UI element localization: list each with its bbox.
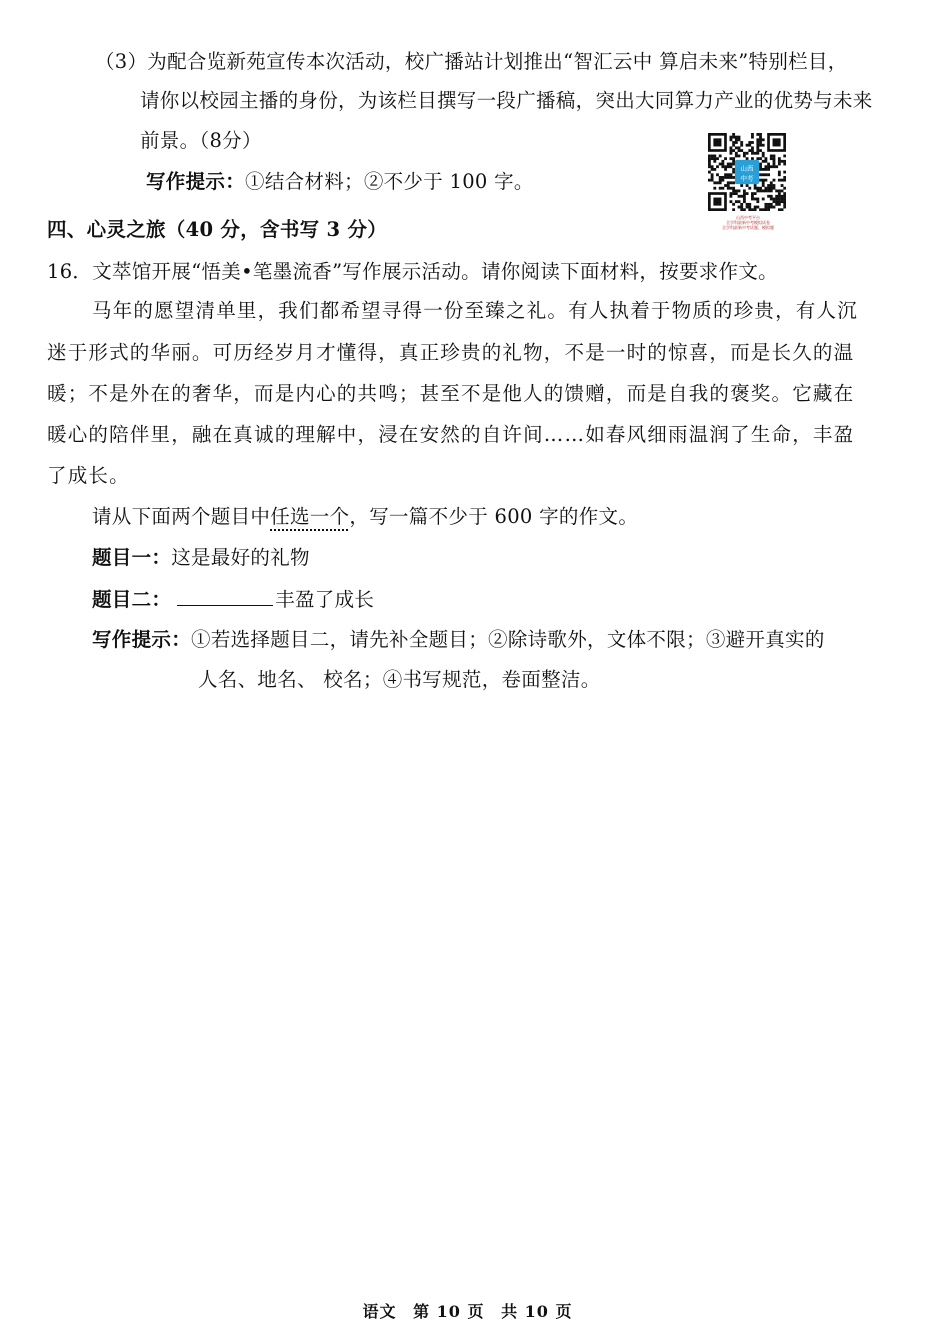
q16-prompt: 16．文萃馆开展“悟美•笔墨流香”写作展示活动。请你阅读下面材料，按要求作文。 <box>47 260 778 283</box>
instruction-emphasis: 任选一个 <box>270 505 350 528</box>
topic-1-text: 这是最好的礼物 <box>171 546 310 569</box>
material-line-1: 马年的愿望清单里，我们都希望寻得一份至臻之礼。有人执着于物质的珍贵，有人沉 <box>92 299 858 322</box>
material-line-5: 了成长。 <box>47 464 130 487</box>
topic-2-label: 题目二： <box>92 588 172 611</box>
svg-text:山西: 山西 <box>740 164 754 173</box>
topic-1-label: 题目一： <box>92 546 172 569</box>
tips-line-1: ①若选择题目二，请先补全题目；②除诗歌外，文体不限；③避开真实的 <box>191 628 825 651</box>
q16-writing-tips <box>92 626 825 654</box>
qr-code-icon <box>708 133 786 211</box>
qr-caption-line-2: 全学科最新中考模拟试卷 <box>726 220 770 225</box>
qr-caption-line-3: 全学科最新中考试题、模拟题 <box>722 225 774 230</box>
topic-2 <box>92 585 374 614</box>
instruction-before: 请从下面两个题目中 <box>92 505 271 528</box>
material-line-2: 迷于形式的华丽。可历经岁月才懂得，真正珍贵的礼物，不是一时的惊喜，而是长久的温 <box>47 341 855 364</box>
q3-line-1: （3）为配合览新苑宣传本次活动，校广播站计划推出“智汇云中 算启未来”特别栏目， <box>95 50 848 73</box>
qr-caption-line-1: 山西中考平台 <box>736 215 760 220</box>
material-line-4: 暖心的陪伴里，融在真诚的理解中，浸在安然的自许间……如春风细雨温润了生命，丰盈 <box>47 423 855 446</box>
topic-2-text: 丰盈了成长 <box>275 588 375 611</box>
q3-writing-tip <box>146 168 534 196</box>
qr-code-block <box>708 133 788 230</box>
footer-total: 共 10 页 <box>501 1302 573 1321</box>
page-footer <box>0 1299 935 1322</box>
material-line-3: 暖；不是外在的奢华，而是内心的共鸣；甚至不是他人的馈赠，而是自我的褒奖。它藏在 <box>47 382 855 405</box>
footer-subject: 语文 <box>362 1302 397 1321</box>
q3-tip-label: 写作提示： <box>146 170 246 193</box>
tips-line-2: 人名、地名、 校名；④书写规范，卷面整洁。 <box>198 668 601 691</box>
footer-page: 第 10 页 <box>413 1302 485 1321</box>
q16-instruction <box>92 503 638 531</box>
q3-line-3: 前景。（8分） <box>140 129 262 152</box>
topic-1 <box>92 544 310 572</box>
svg-text:中考: 中考 <box>740 174 754 183</box>
tips-label: 写作提示： <box>92 628 192 651</box>
qr-caption <box>708 215 788 230</box>
section-4-heading: 四、心灵之旅（40 分，含书写 3 分） <box>47 218 388 241</box>
instruction-after: ，写一篇不少于 600 字的作文。 <box>349 505 639 528</box>
q3-tip-text: ①结合材料；②不少于 100 字。 <box>245 170 534 193</box>
q3-line-2: 请你以校园主播的身份，为该栏目撰写一段广播稿，突出大同算力产业的优势与未来 <box>140 89 873 112</box>
topic-2-blank <box>177 585 273 606</box>
